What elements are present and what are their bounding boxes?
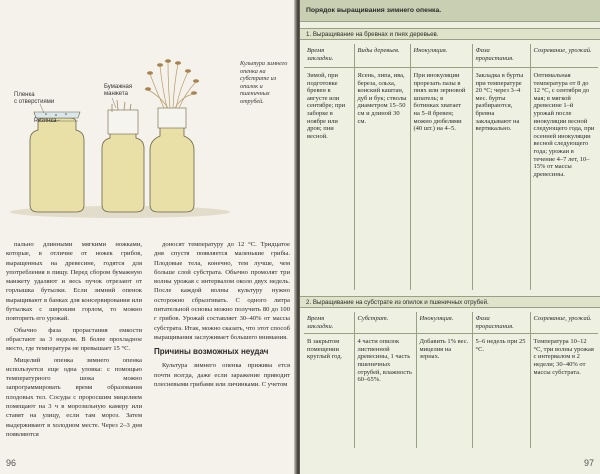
table-cell: 4 части опилок лиственной древесины, 1 часть пшеничных отрубей, влажность 60–65%.	[354, 334, 416, 449]
table-header-row	[304, 44, 598, 68]
table-row	[304, 334, 598, 449]
paper-cuff-label: Бумажная манжета	[104, 84, 133, 97]
column-header: Инокуляция.	[410, 44, 472, 68]
jar-with-paper-cuff	[102, 100, 144, 212]
jar-with-film	[30, 112, 84, 212]
page-number-right: 97	[583, 458, 594, 468]
section-heading: Причины возможных неудач	[154, 347, 269, 357]
paragraph: пально длинными мягкими ножками, которые, в отличие от ножек грибов, выращенных на древесине, годятся для употребления в пищу. Перед сбором бумажную манжету удаляют и весь пучок отрезают от горлышка бутылки. Если зимний опенок выращивают в банках для консервирования или бутылках с широким горлом, то можно повторить его урожай.	[6, 241, 142, 323]
section-2-heading: 2. Выращивание на субстрате из опилок и пшеничных отрубей.	[300, 296, 600, 308]
column-header: Время закладки.	[304, 312, 354, 334]
table-cell: Закладка в бурты при температуре 20 °C; через 3–4 мес. бурты разбираются, бревна закладывают на вертикально.	[472, 68, 530, 291]
section-1-heading: 1. Выращивание на бревнах и пнях деревьев.	[300, 28, 600, 40]
paragraph: Культура зимнего опенка прижива ется почти всегда, даже если заражение приводит плесневыми грибами или личинками. С учетом	[154, 362, 290, 388]
film-label: Пленка с отверстиями	[14, 92, 55, 105]
column-header: Время закладки.	[304, 44, 354, 68]
table-cell: Температура 10–12 °C, три волны урожая с интервалом в 2 недели; 30–40% от массы субстрата.	[530, 334, 598, 449]
column-header: Созревание, урожай.	[530, 312, 598, 334]
mushroom-jars-drawing	[0, 0, 296, 230]
paragraph: Обычно фаза прорастания емкости обрастают за 3 недели. В более прохладное место, где температура не превышает 15 °C.	[6, 326, 142, 353]
column-header: Фаза прорастания.	[472, 312, 530, 334]
right-page	[300, 0, 600, 474]
left-page	[0, 0, 296, 474]
page-number-left: 96	[6, 458, 17, 468]
table-cell: При инокуляции прорезать пазы в пнях или зерновой шпатель; в ботинках хватает на 5–8 бревен; можно дюбелями (40 шт.) на 4–5.	[410, 68, 472, 291]
table-cell: Зимой, при подготовке бревен в августе или сентябре; при заборке в ноябре или дров; пни весной.	[307, 72, 346, 140]
column-header: Субстрат.	[354, 312, 416, 334]
figure-caption: Культура зимнего опенка на субстрате из опилок и пшеничных отрубей.	[240, 60, 288, 105]
column-header: Фаза прорастания.	[472, 44, 530, 68]
jar-illustration	[0, 0, 296, 230]
column-header: Созревание, урожай.	[530, 44, 598, 68]
table-substrate	[304, 312, 598, 448]
column-header: Виды деревьев.	[354, 44, 410, 68]
table-header-row	[304, 312, 598, 334]
rubber-label: Резинка	[34, 118, 57, 124]
table-cell: Добавить 1% вес. мицелия на зернах.	[416, 334, 472, 449]
table-cell: Оптимальная температура от 8 до 12 °C, с сентября до мая; в мягкой древесине 1–й урожай после инокуляции весной следующего года, при осенней инокуляции весной следующего года; урожаи в течение 4–7 лет, 10–15% от массы древесины.	[530, 68, 598, 291]
table-cell: Ясень, липа, ива, береза, ольха, конский каштан, дуб и бук; стволы диаметром 15–50 см и длиной 30 см.	[354, 68, 410, 291]
column-header: Инокуляция.	[416, 312, 472, 334]
left-text-column-2	[154, 240, 290, 391]
table-title: Порядок выращивания зимнего опенка.	[300, 0, 600, 22]
left-text-column-1	[6, 240, 142, 441]
table-cell: 5–6 недель при 25 °C.	[472, 334, 530, 449]
table-cell: В закрытом помещении круглый год.	[307, 338, 343, 361]
table-row	[304, 68, 598, 291]
paragraph: Мицелий опенка зимнего опенка используется еще одна уловка: с помощью температурного шока можно запрограммировать время образования плодовых тел. Сосуды с проросшим мицелием помещают на 3 ч в морозильную камеру или ставят на улицу, если там мороз. Затем выдерживают в холодном месте. Через 2–3 дня появляются	[6, 356, 142, 438]
paragraph: доносят температуру до 12 °C. Тридцатое дня спустя появляется маленькие грибы. Плодовые тела, конечно, тем лучше, чем больше слой субстрата. Обычно промолят три волны урожая с интервалом около двух недель. После каждой волны культуру нужно осторожно сбрызгивать. С одного литра питательной основы можно получить 80 до 100 г грибов. Урожай составляет 30–40% от массы субстрата. Итак, можно сказать, что этот способ выращивания заслуживает большего внимания.	[154, 241, 290, 341]
table-logs	[304, 44, 598, 290]
jar-with-mushrooms	[145, 59, 199, 212]
